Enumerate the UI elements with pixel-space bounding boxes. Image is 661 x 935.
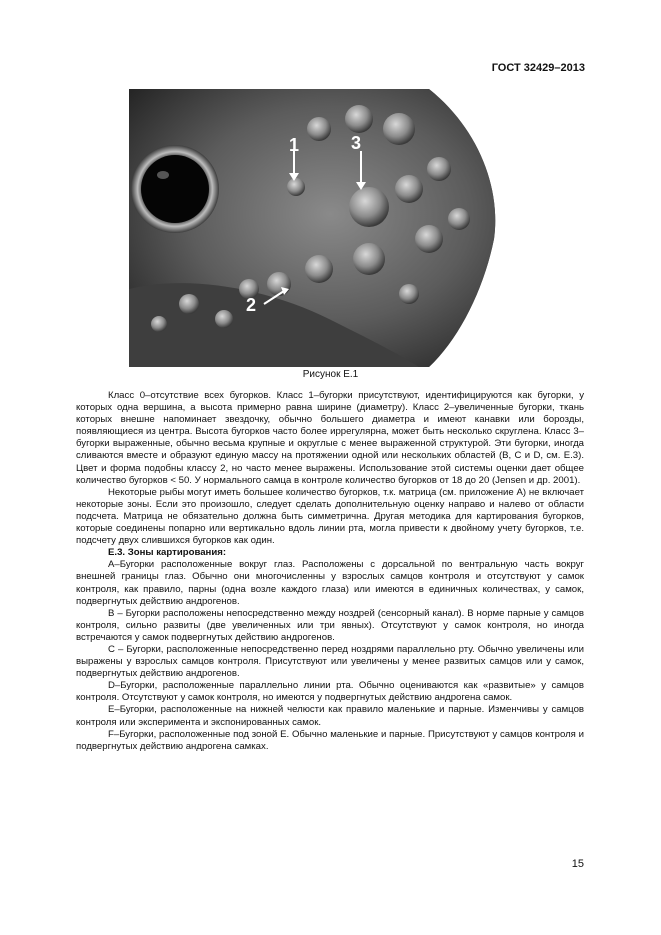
marker-3-label: 3 (351, 133, 362, 153)
paragraph-zone-f: F–Бугорки, расположенные под зоной Е. Обычно маленькие и парные. Присутствуют у самцов контроля и подвергнутых действию андрогена самках. (76, 728, 584, 752)
paragraph-zone-e: Е–Бугорки, расположенные на нижней челюсти как правило маленькие и парные. Изменчивы у самцов контроля или эксперимента и экспонированных самок. (76, 704, 584, 728)
figure-caption: Рисунок Е.1 (302, 369, 359, 380)
paragraph-zone-d: D–Бугорки, расположенные параллельно линии рта. Обычно оцениваются как «развитые» у самцов контроля. Отсутствуют у самок контроля, но имеются у подвергнутых действию андрогена самок. (76, 680, 584, 704)
paragraph-zone-b: В – Бугорки расположены непосредственно между ноздрей (сенсорный канал). В норме парные у самцов контроля, сильно развиты (две увеличенных или три явных). Отсутствуют у самок контроля, но иногда встречаются у самок подвергнутых действию андрогенов. (76, 607, 584, 643)
section-heading-zones: Е.3. Зоны картирования: (108, 547, 227, 559)
paragraph-classes: Класс 0–отсутствие всех бугорков. Класс 1–бугорки присутствуют, идентифицируются как бугорки, у которых одна вершина, а высота примерно равна ширине (диаметру). Класс 2–увеличенные бугорки, ткань которых внешне напоминает звездочку, обычно большего диаметра и имеют канавки или борозды, появляющиеся из центра. Высота бугорков часто более иррегулярна, может быть несколько скруглена. Класс 3–бугорки выраженные, обычно весьма крупные и округлые с менее выраженной структурой. Эти бугорки, иногда сливаются вместе и образуют единую массу на протяжении одной или нескольких областей (B, C и D, см. Е.3). Цвет и форма подобны классу 2, но часто менее выражены. Использование этой системы оценки дает общее количество бугорков < 50. У нормального самца в контроле количество бугорков от 18 до 20 (Jensen и др. 2001). (76, 390, 584, 486)
main-text (76, 390, 584, 753)
marker-2-label: 2 (246, 295, 257, 315)
paragraph-zone-a: А–Бугорки расположенные вокруг глаз. Расположены с дорсальной по вентральную часть вокруг внешней границы глаз. Обычно они многочисленны у взрослых самцов контроля и отсутствуют у самок контроля, как правило, парны (одна возле каждого глаза) или имеются в единичных количествах, у самок, подвергнутых действию андрогенов. (76, 559, 584, 607)
page-number: 15 (571, 858, 584, 870)
fish-head-illustration (129, 89, 498, 367)
marker-1-label: 1 (289, 135, 300, 155)
paragraph-extra-count: Некоторые рыбы могут иметь большее количество бугорков, т.к. матрица (см. приложение А) не включает некоторые зоны. Если это произошло, следует сделать дополнительную оценку направо и налево от области подсчета. Матрица не обязательно должна быть симметрична. Другая методика для картирования бугорков, которые соединены попарно или вертикально вдоль линии рта, могла привести к двойному учету бугорков, т.е. подсчету двух слившихся бугорков как один. (76, 486, 584, 547)
paragraph-zone-c: С – Бугорки, расположенные непосредственно перед ноздрями параллельно рту. Обычно увеличены или выражены у взрослых самцов контроля. Присутствуют или увеличены у менее развитых самцов или у самок, подвергнутых действию андрогенов. (76, 643, 584, 680)
document-code: ГОСТ 32429–2013 (491, 62, 585, 74)
figure-fish-head-photo (129, 89, 498, 367)
